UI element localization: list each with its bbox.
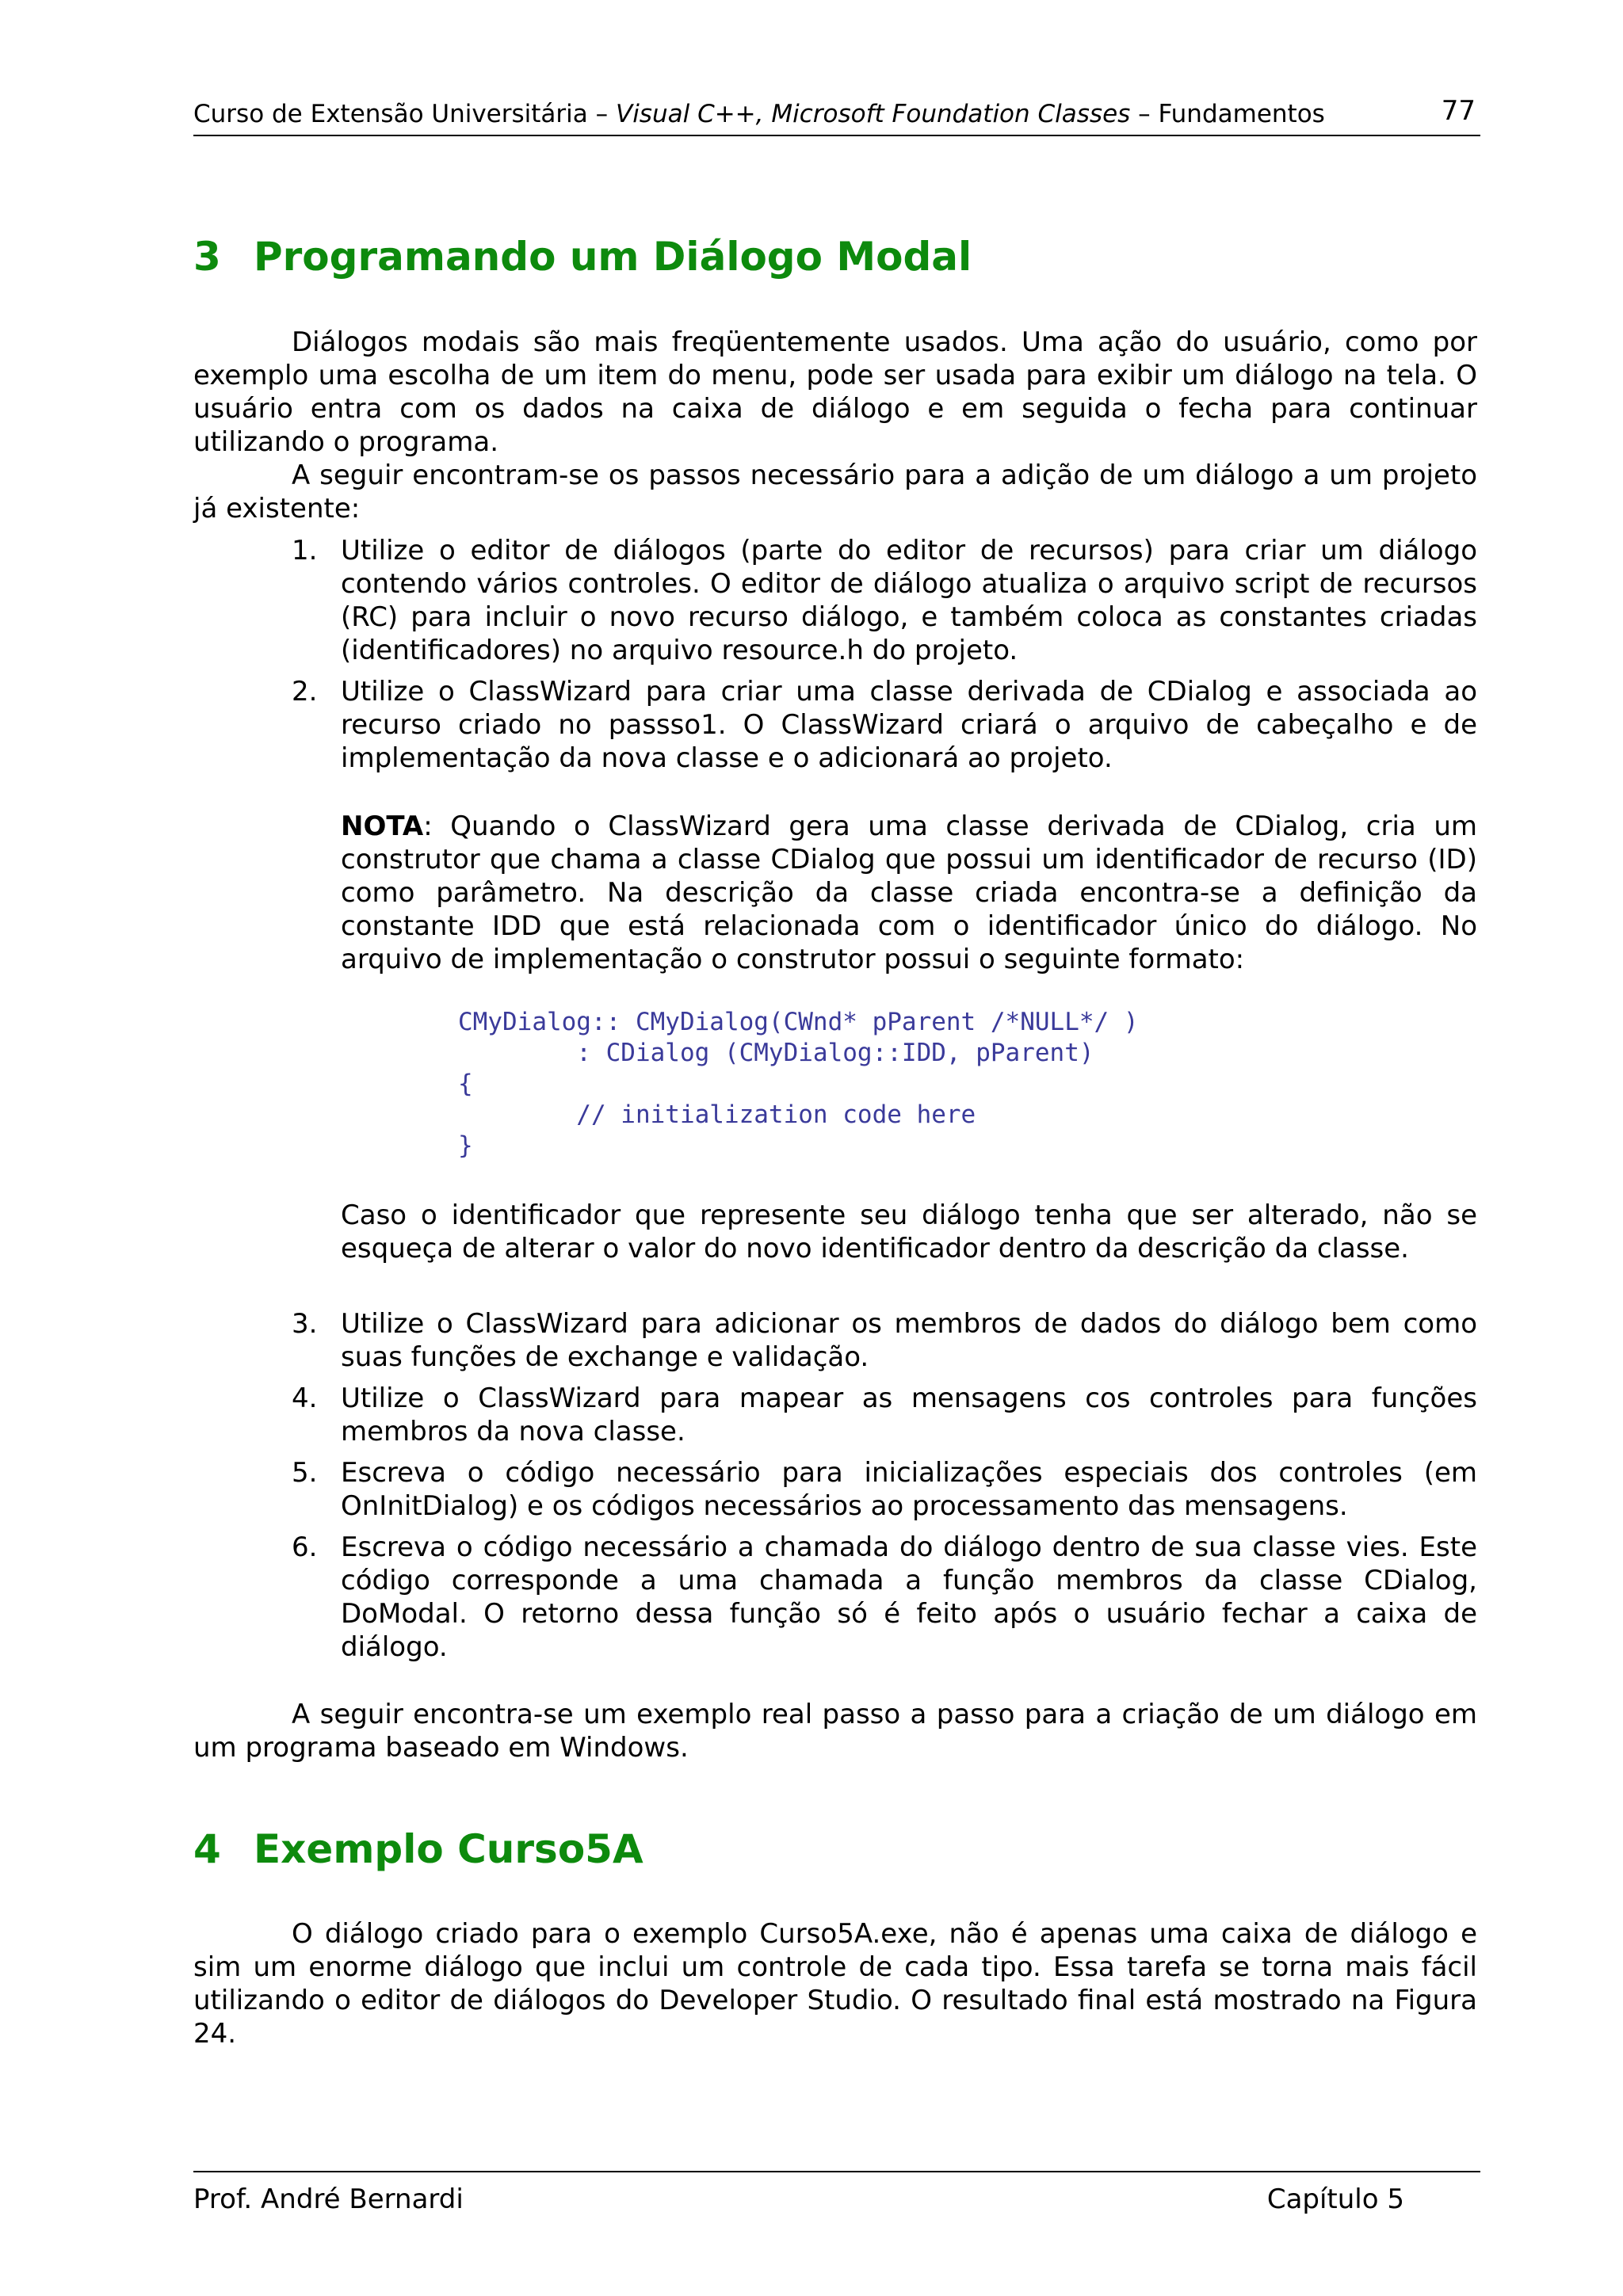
note-label: NOTA [341, 810, 424, 842]
page-footer [193, 2171, 1480, 2215]
list-item: 3. Utilize o ClassWizard para adicionar os membros de dados do diálogo bem como suas funções de exchange e validação. [292, 1308, 1477, 1373]
section-3-intro [193, 326, 1477, 525]
paragraph: Diálogos modais são mais freqüentemente usados. Uma ação do usuário, como por exemplo uma escolha de um item do menu, pode ser usada para exibir um diálogo na tela. O usuário entra com os dados na caixa de diálogo e em seguida o fecha para continuar utilizando o programa. [193, 326, 1477, 458]
section-3-title: Programando um Diálogo Modal [254, 234, 972, 280]
paragraph: A seguir encontram-se os passos necessário para a adição de um diálogo a um projeto já existente: [193, 460, 1477, 524]
list-item: 6. Escreva o código necessário a chamada do diálogo dentro de sua classe vies. Este código corresponde a uma chamada a função membros da classe CDialog, DoModal. O retorno dessa função só é feito após o usuário fechar a caixa de diálogo. [292, 1531, 1477, 1663]
steps-list-1 [193, 534, 1477, 775]
section-4-title: Exemplo Curso5A [254, 1826, 643, 1872]
list-item: 5. Escreva o código necessário para inicializações especiais dos controles (em OnInitDialog) e os códigos necessários ao processamento das mensagens. [292, 1457, 1477, 1522]
section-4-body [193, 1917, 1477, 2050]
page-number: 77 [1441, 95, 1476, 127]
note-followup: Caso o identificador que represente seu diálogo tenha que ser alterado, não se esqueça de alterar o valor do novo identificador dentro da descrição da classe. [341, 1199, 1477, 1264]
list-item: 1. Utilize o editor de diálogos (parte do editor de recursos) para criar um diálogo contendo vários controles. O editor de diálogo atualiza o arquivo script de recursos (RC) para incluir o novo recurso diálogo, e também coloca as constantes criadas (identificadores) no arquivo resource.h do projeto. [292, 535, 1477, 666]
section-3-closing [193, 1698, 1477, 1764]
page-header [193, 93, 1480, 136]
section-4-heading [193, 1826, 643, 1872]
paragraph: A seguir encontra-se um exemplo real passo a passo para a criação de um diálogo em um programa baseado em Windows. [193, 1699, 1477, 1764]
footer-author: Prof. André Bernardi [193, 2183, 464, 2215]
list-item: 2. Utilize o ClassWizard para criar uma classe derivada de CDialog e associada ao recurso criado no passso1. O ClassWizard criará o arquivo de cabeçalho e de implementação da nova classe e o adicionará ao projeto. [292, 676, 1477, 774]
section-3-number: 3 [193, 234, 221, 280]
note-block: NOTA: Quando o ClassWizard gera uma classe derivada de CDialog, cria um construtor que chama a classe CDialog que possui um identificador de recurso (ID) como parâmetro. Na descrição da classe criada encontra-se a definição da constante IDD que está relacionada com o identificador único do diálogo. No arquivo de implementação o construtor possui o seguinte formato: [341, 810, 1477, 975]
code-block: CMyDialog:: CMyDialog(CWnd* pParent /*NULL*/ ) : CDialog (CMyDialog::IDD, pParent) { // initialization code here } [458, 1008, 1139, 1160]
section-4-number: 4 [193, 1826, 221, 1872]
steps-list-2 [193, 1307, 1477, 1664]
footer-chapter: Capítulo 5 [1266, 2183, 1404, 2215]
section-3-heading [193, 234, 972, 280]
header-title: Curso de Extensão Universitária – Visual C++, Microsoft Foundation Classes – Fundamentos [193, 100, 1325, 128]
list-item: 4. Utilize o ClassWizard para mapear as mensagens cos controles para funções membros da nova classe. [292, 1383, 1477, 1447]
paragraph: O diálogo criado para o exemplo Curso5A.exe, não é apenas uma caixa de diálogo e sim um enorme diálogo que inclui um controle de cada tipo. Essa tarefa se torna mais fácil utilizando o editor de diálogos do Developer Studio. O resultado final está mostrado na Figura 24. [193, 1918, 1477, 2050]
